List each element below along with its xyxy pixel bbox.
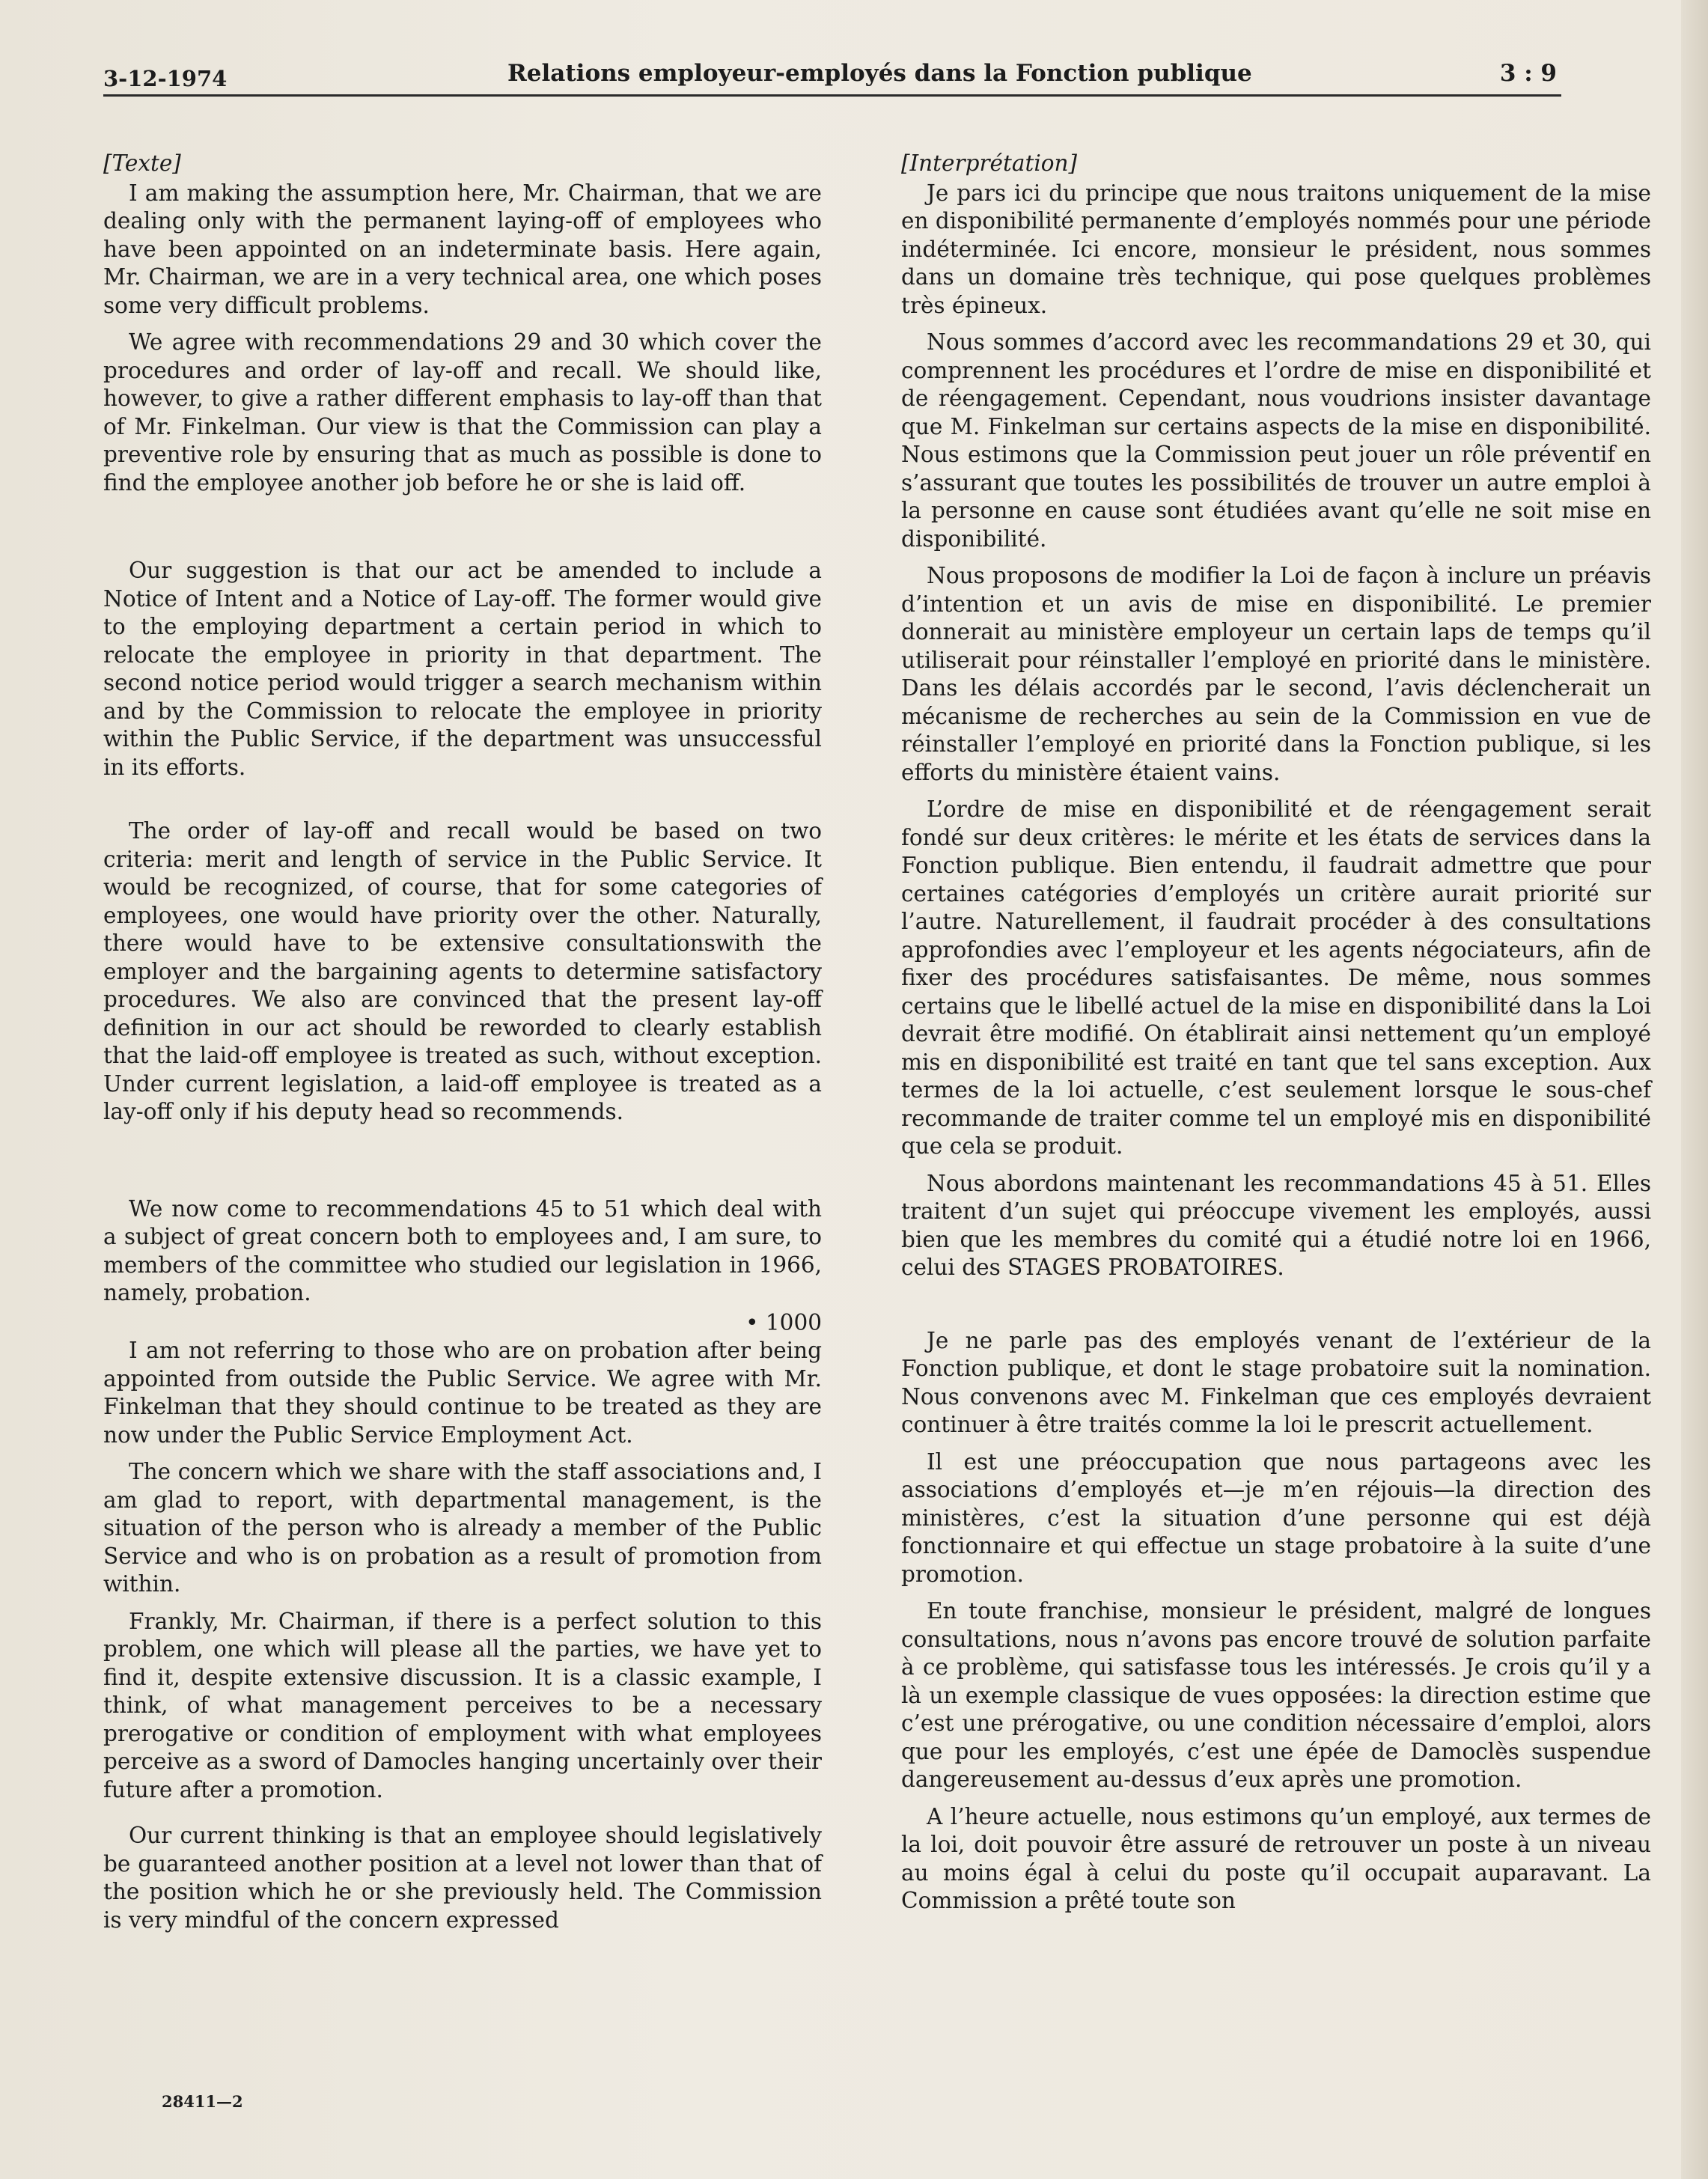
- paragraph: Je ne parle pas des employés venant de l’extérieur de la Fonction publique, et dont le stage probatoire suit la nomination. Nous convenons avec M. Finkelman que ces employés devraient continuer à être traités comme la loi le prescrit actuellement.: [901, 1327, 1651, 1437]
- text-label: [Texte]: [103, 150, 181, 176]
- paragraph: I am not referring to those who are on probation after being appointed from outside the Public Service. We agree with Mr. Finkelman that they should continue to be treated as they are now under the Public Service Employment Act.: [103, 1338, 822, 1448]
- header-date: 3-12-1974: [103, 66, 228, 91]
- paragraph: Our current thinking is that an employee should legislatively be guaranteed another position at a level not lower than that of the position which he or she previously held. The Commission is very mindful of the concern expressed: [103, 1823, 822, 1933]
- running-header: [103, 60, 1561, 97]
- paragraph: Il est une préoccupation que nous partageons avec les associations d’employés et—je m’en réjouis—la direction des ministères, c’est la situation d’une personne qui est déjà fonctionnaire et qui effectue un stage probatoire à la suite d’une promotion.: [901, 1448, 1651, 1587]
- header-page-number: 3 : 9: [1499, 60, 1557, 87]
- paragraph: A l’heure actuelle, nous estimons qu’un employé, aux termes de la loi, doit pouvoir être assuré de retrouver un poste à un niveau au moins égal à celui du poste qu’il occupait auparavant. La Commission a prêté toute son: [901, 1803, 1651, 1913]
- paragraph: I am making the assumption here, Mr. Chairman, that we are dealing only with the permanent laying-off of employees who have been appointed on an indeterminate basis. Here again, Mr. Chairman, we are in a very technical area, one which poses some very difficult problems.: [103, 180, 822, 318]
- paragraph: En toute franchise, monsieur le président, malgré de longues consultations, nous n’avons pas encore trouvé de solution parfaite à ce problème, qui satisfasse tous les intéressés. Je crois qu’il y a là un exemple classique de vues opposées: la direction estime que c’est une prérogative, ou une condition nécessaire d’emploi, alors que pour les employés, c’est une épée de Damoclès suspendue dangereusement au-dessus d’eux après une promotion.: [901, 1598, 1651, 1792]
- paragraph: The concern which we share with the staff associations and, I am glad to report, with departmental management, is the situation of the person who is already a member of the Public Service and who is on probation as a result of promotion from within.: [103, 1459, 822, 1597]
- paragraph: Our suggestion is that our act be amended to include a Notice of Intent and a Notice of Lay-off. The former would give to the employing department a certain period in which to relocate the employee in priority in that department. The second notice period would trigger a search mechanism within and by the Commission to relocate the employee in priority within the Public Service, if the department was unsuccessful in its efforts.: [103, 558, 822, 780]
- paragraph: Nous sommes d’accord avec les recommandations 29 et 30, qui comprennent les procédures et l’ordre de mise en disponibilité et de réengagement. Cependant, nous voudrions insister davantage que M. Finkelman sur certains aspects de la mise en disponibilité. Nous estimons que la Commission peut jouer un rôle préventif en s’assurant que toutes les possibilités de trouver un autre emploi à la personne en cause sont étudiées avant qu’elle ne soit mise en disponibilité.: [901, 329, 1651, 552]
- english-column: [103, 150, 822, 1934]
- paragraph: Nous abordons maintenant les recommandations 45 à 51. Elles traitent d’un sujet qui préoccupe vivement les employés, aussi bien que les membres du comité qui a étudié notre loi en 1966, celui des STAGES PROBATOIRES.: [901, 1170, 1651, 1280]
- paragraph: We now come to recommendations 45 to 51 which deal with a subject of great concern both to employees and, I am sure, to members of the committee who studied our legislation in 1966, namely, probation.: [103, 1195, 822, 1305]
- paragraph: Nous proposons de modifier la Loi de façon à inclure un préavis d’intention et un avis de mise en disponibilité. Le premier donnerait au ministère employeur un certain laps de temps qu’il utiliserait pour réinstaller l’employé en priorité dans le ministère. Dans les délais accordés par le second, l’avis déclencherait un mécanisme de recherches au sein de la Commission en vue de réinstaller l’employé en priorité dans la Fonction publique, si les efforts du ministère étaient vains.: [901, 563, 1651, 785]
- page-edge-shadow: [1681, 0, 1708, 2179]
- paragraph: Je pars ici du principe que nous traitons uniquement de la mise en disponibilité permanente d’employés nommés pour une période indéterminée. Ici encore, monsieur le président, nous sommes dans un domaine très technique, qui pose quelques problèmes très épineux.: [901, 180, 1651, 318]
- paragraph: Frankly, Mr. Chairman, if there is a perfect solution to this problem, one which will please all the parties, we have yet to find it, despite extensive discussion. It is a classic example, I think, of what management perceives to be a necessary prerogative or condition of employment with what employees perceive as a sword of Damocles hanging uncertainly over their future after a promotion.: [103, 1608, 822, 1802]
- footer-code: 28411—2: [162, 2092, 243, 2111]
- french-column: [901, 150, 1651, 1916]
- paragraph: We agree with recommendations 29 and 30 which cover the procedures and order of lay-off and recall. We should like, however, to give a rather different emphasis to lay-off than that of Mr. Finkelman. Our view is that the Commission can play a preventive role by ensuring that as much as possible is done to find the employee another job before he or she is laid off.: [103, 329, 822, 496]
- paragraph: The order of lay-off and recall would be based on two criteria: merit and length of service in the Public Service. It would be recognized, of course, that for some categories of employees, one would have priority over the other. Naturally, there would have to be extensive consultationswith the employer and the bargaining agents to determine satisfactory procedures. We also are convinced that the present lay-off definition in our act should be reworded to clearly establish that the laid-off employee is treated as such, without exception. Under current legislation, a laid-off employee is treated as a lay-off only if his deputy head so recommends.: [103, 818, 822, 1124]
- time-marker: • 1000: [745, 1309, 822, 1335]
- interpretation-label: [Interprétation]: [901, 150, 1078, 176]
- header-title: Relations employeur-employés dans la Fonction publique: [507, 60, 1252, 87]
- paragraph: L’ordre de mise en disponibilité et de réengagement serait fondé sur deux critères: le mérite et les états de services dans la Fonction publique. Bien entendu, il faudrait admettre que pour certaines catégories d’employés un critère aurait priorité sur l’autre. Naturellement, il faudrait procéder à des consultations approfondies avec l’employeur et les agents négociateurs, afin de fixer des procédures satisfaisantes. De même, nous sommes certains que le libellé actuel de la mise en disponibilité dans la Loi devrait être modifié. On établirait ainsi nettement qu’un employé mis en disponibilité est traité en tant que tel sans exception. Aux termes de la loi actuelle, c’est seulement lorsque le sous-chef recommande de traiter comme tel un employé mis en disponibilité que cela se produit.: [901, 796, 1651, 1159]
